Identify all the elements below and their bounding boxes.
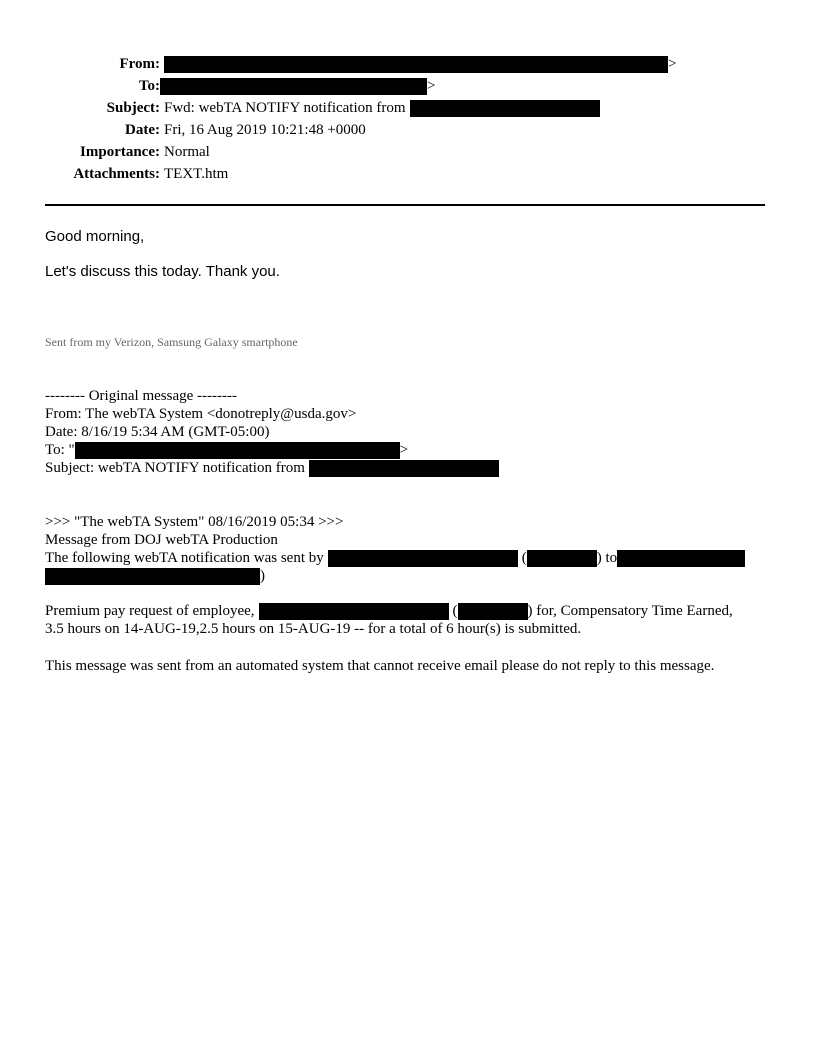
importance-label: Importance: <box>80 144 160 160</box>
from-row <box>0 53 816 75</box>
notification-block <box>45 513 745 585</box>
importance-row <box>0 141 816 163</box>
redaction-block <box>328 550 518 567</box>
original-to <box>45 441 499 459</box>
redaction-block <box>617 550 745 567</box>
original-from: From: The webTA System <donotreply@usda.gov> <box>45 406 357 422</box>
header-divider <box>45 204 765 206</box>
redaction-block <box>45 568 260 585</box>
source-line: Message from DOJ webTA Production <box>45 532 278 548</box>
to-suffix: > <box>427 78 436 94</box>
original-subject-text: Subject: webTA NOTIFY notification from <box>45 460 305 476</box>
attachments-row <box>0 163 816 185</box>
sent-by-line <box>45 549 745 567</box>
original-subject <box>45 459 499 477</box>
subject-label: Subject: <box>106 100 160 116</box>
original-message <box>45 387 499 477</box>
paren-close: ) <box>260 568 265 584</box>
date-label: Date: <box>125 122 160 138</box>
premium-line-2: 3.5 hours on 14-AUG-19,2.5 hours on 15-AUG-19 -- for a total of 6 hour(s) is submitted. <box>45 621 582 637</box>
from-suffix: > <box>668 56 677 72</box>
message-text: Let's discuss this today. Thank you. <box>45 263 280 280</box>
premium-paren-open: ( <box>452 603 458 619</box>
redaction-block <box>164 56 668 73</box>
redaction-block <box>160 78 427 95</box>
premium-rest: ) for, Compensatory Time Earned, <box>527 603 733 619</box>
quote-line: >>> "The webTA System" 08/16/2019 05:34 >>> <box>45 514 344 530</box>
redaction-block <box>259 603 449 620</box>
redaction-block <box>410 100 600 117</box>
automated-note: This message was sent from an automated system that cannot receive email please do not reply to this message. <box>45 658 715 674</box>
premium-line-1 <box>45 602 733 620</box>
from-label: From: <box>119 56 160 72</box>
attachments-label: Attachments: <box>73 166 160 182</box>
email-header <box>0 53 816 185</box>
premium-prefix: Premium pay request of employee, <box>45 603 255 619</box>
original-to-prefix: To: " <box>45 442 75 458</box>
subject-row <box>0 97 816 119</box>
signature: Sent from my Verizon, Samsung Galaxy smartphone <box>45 335 298 349</box>
redaction-block <box>309 460 499 477</box>
premium-pay-paragraph <box>45 602 733 638</box>
subject-value: Fwd: webTA NOTIFY notification from <box>164 100 406 116</box>
original-date: Date: 8/16/19 5:34 AM (GMT-05:00) <box>45 424 270 440</box>
original-to-suffix: > <box>399 442 409 458</box>
to-word: ) to <box>596 550 618 566</box>
sent-by-prefix: The following webTA notification was sent by <box>45 550 324 566</box>
to-label: To: <box>138 78 160 94</box>
paren-open: ( <box>521 550 527 566</box>
attachment-link[interactable]: TEXT.htm <box>164 166 229 182</box>
date-value: Fri, 16 Aug 2019 10:21:48 +0000 <box>164 122 366 138</box>
date-row <box>0 119 816 141</box>
to-row <box>0 75 816 97</box>
redaction-block <box>527 550 597 567</box>
importance-value: Normal <box>164 144 210 160</box>
greeting: Good morning, <box>45 228 145 245</box>
redaction-block <box>75 442 400 459</box>
redaction-block <box>458 603 528 620</box>
sent-to-line <box>45 567 745 585</box>
original-divider: -------- Original message -------- <box>45 388 237 404</box>
